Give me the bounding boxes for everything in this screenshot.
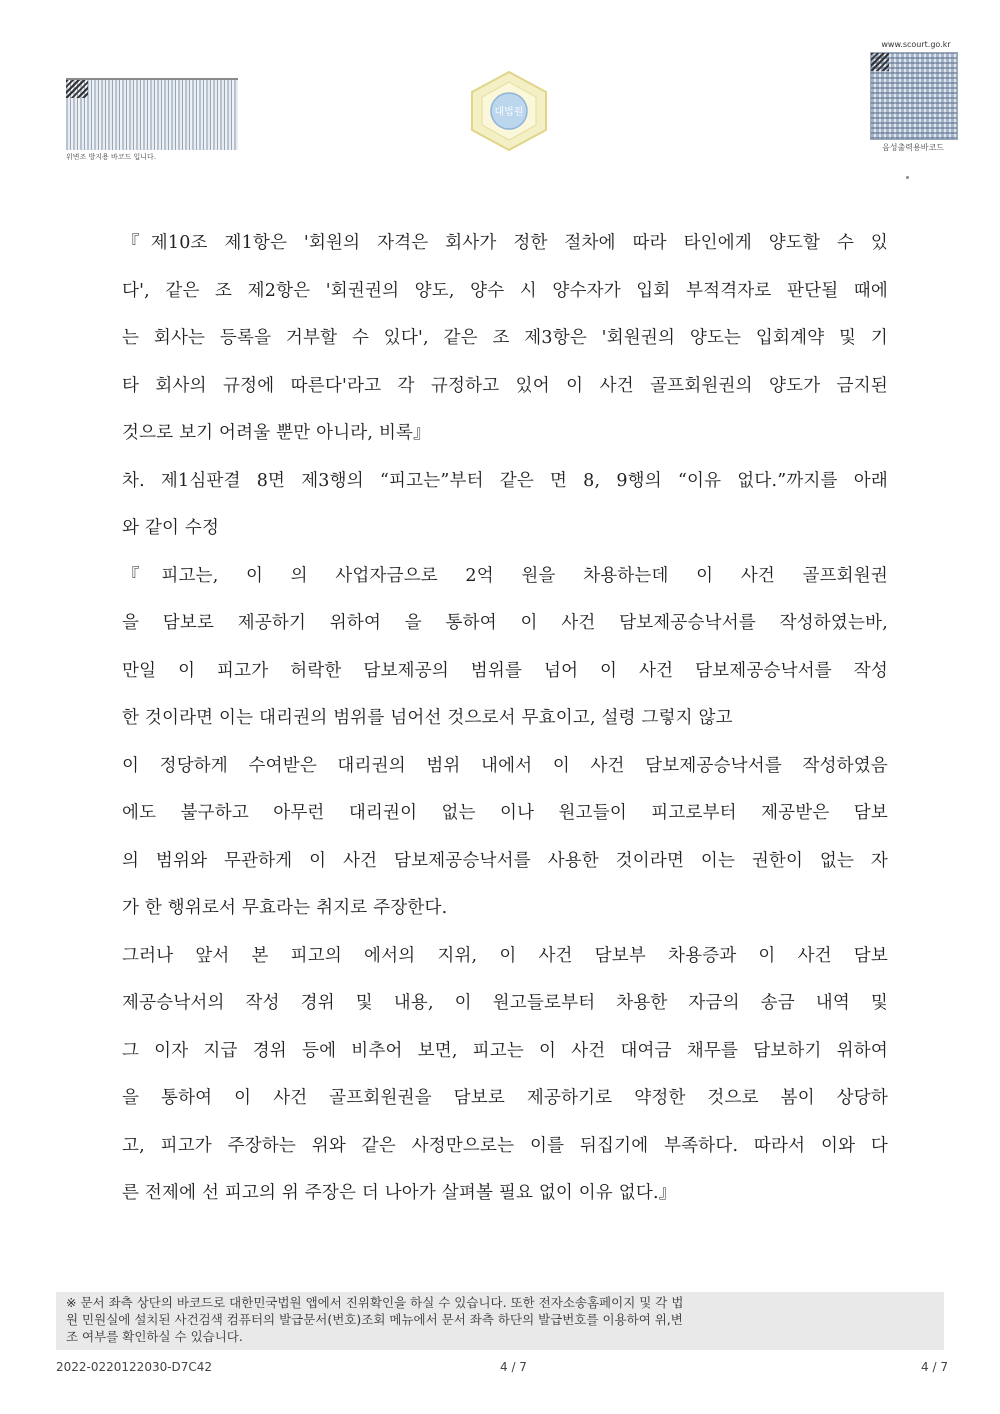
body-line: 것으로 보기 어려울 뿐만 아니라, 비록』	[122, 423, 431, 443]
verification-notice	[56, 1292, 944, 1350]
body-line: 는 회사는 등록을 거부할 수 있다', 같은 조 제3항은 '회원권의 양도는 입회계약 및 기	[122, 328, 888, 348]
qr-caption: 음성출력용바코드	[882, 143, 944, 152]
body-line: 른 전제에 선 피고의 위 주장은 더 나아가 살펴볼 필요 없이 이유 없다.』	[122, 1183, 677, 1203]
body-line: 다', 같은 조 제2항은 '회권권의 양도, 양수 시 양수자가 입회 부적격자로 판단될 때에	[122, 280, 888, 301]
seal-text: 대법원	[494, 107, 524, 118]
body-line: 그 이자 지급 경위 등에 비추어 보면, 피고는 이 사건 대여금 채무를 담보하기 위하여	[122, 1040, 888, 1061]
notice-line: ※ 문서 좌측 상단의 바코드로 대한민국법원 앱에서 진위확인을 하실 수 있습니다. 또한 전자소송홈페이지 및 각 법	[66, 1295, 684, 1310]
document-body	[122, 220, 888, 1218]
qr-url: www.scourt.go.kr	[881, 40, 951, 49]
body-line: 만일 이 피고가 허락한 담보제공의 범위를 넘어 이 사건 담보제공승낙서를 작성	[122, 660, 888, 681]
issue-number: 2022-0220122030-D7C42	[56, 1360, 213, 1374]
body-line: 의 범위와 무관하게 이 사건 담보제공승낙서를 사용한 것이라면 이는 권한이 없는 자	[122, 850, 888, 871]
page-number-right: 4 / 7	[921, 1360, 948, 1374]
qr-code	[870, 52, 958, 140]
body-line: 을 통하여 이 사건 골프회원권을 담보로 제공하기로 약정한 것으로 봄이 상당하	[122, 1088, 888, 1108]
body-line: 가 한 행위로서 무효라는 취지로 주장한다.	[122, 898, 448, 918]
page-number-center: 4 / 7	[500, 1360, 527, 1374]
notice-line: 조 여부를 확인하실 수 있습니다.	[66, 1329, 243, 1344]
body-line: 제공승낙서의 작성 경위 및 내용, 이 원고들로부터 차용한 자금의 송금 내역 및	[122, 993, 888, 1013]
notice-line: 원 민원실에 설치된 사건검색 컴퓨터의 발급문서(번호)조회 메뉴에서 문서 좌측 하단의 발급번호를 이용하여 위,변	[66, 1312, 683, 1327]
body-line: 타 회사의 규정에 따른다'라고 각 규정하고 있어 이 사건 골프회원권의 양도가 금지된	[122, 375, 888, 396]
body-line: 와 같이 수정	[122, 518, 220, 538]
body-line: 고, 피고가 주장하는 위와 같은 사정만으로는 이를 뒤집기에 부족하다. 따라서 이와 다	[122, 1135, 888, 1156]
body-line: 그러나 앞서 본 피고의 에서의 지위, 이 사건 담보부 차용증과 이 사건 담보	[122, 945, 888, 966]
body-line: 을 담보로 제공하기 위하여 을 통하여 이 사건 담보제공승낙서를 작성하였는바,	[122, 613, 888, 633]
body-line: 『제10조 제1항은 '회원의 자격은 회사가 정한 절차에 따라 타인에게 양도할 수 있	[122, 233, 888, 253]
barcode-caption: 위변조 방지용 바코드 입니다.	[66, 153, 157, 161]
mark-dot	[906, 176, 909, 179]
body-line: 한 것이라면 이는 대리권의 범위를 넘어선 것으로서 무효이고, 설령 그렇지 않고	[122, 708, 733, 728]
body-line: 이 정당하게 수여받은 대리권의 범위 내에서 이 사건 담보제공승낙서를 작성하였음	[122, 755, 888, 776]
verification-barcode	[66, 78, 238, 150]
body-line: 차. 제1심판결 8면 제3행의 “피고는”부터 같은 면 8, 9행의 “이유 없다.”까지를 아래	[122, 470, 888, 491]
body-line: 『피고는, 이 의 사업자금으로 2억 원을 차용하는데 이 사건 골프회원권	[122, 565, 888, 586]
body-line: 에도 불구하고 아무런 대리권이 없는 이나 원고들이 피고로부터 제공받은 담보	[122, 803, 888, 823]
court-seal-icon	[466, 68, 552, 154]
